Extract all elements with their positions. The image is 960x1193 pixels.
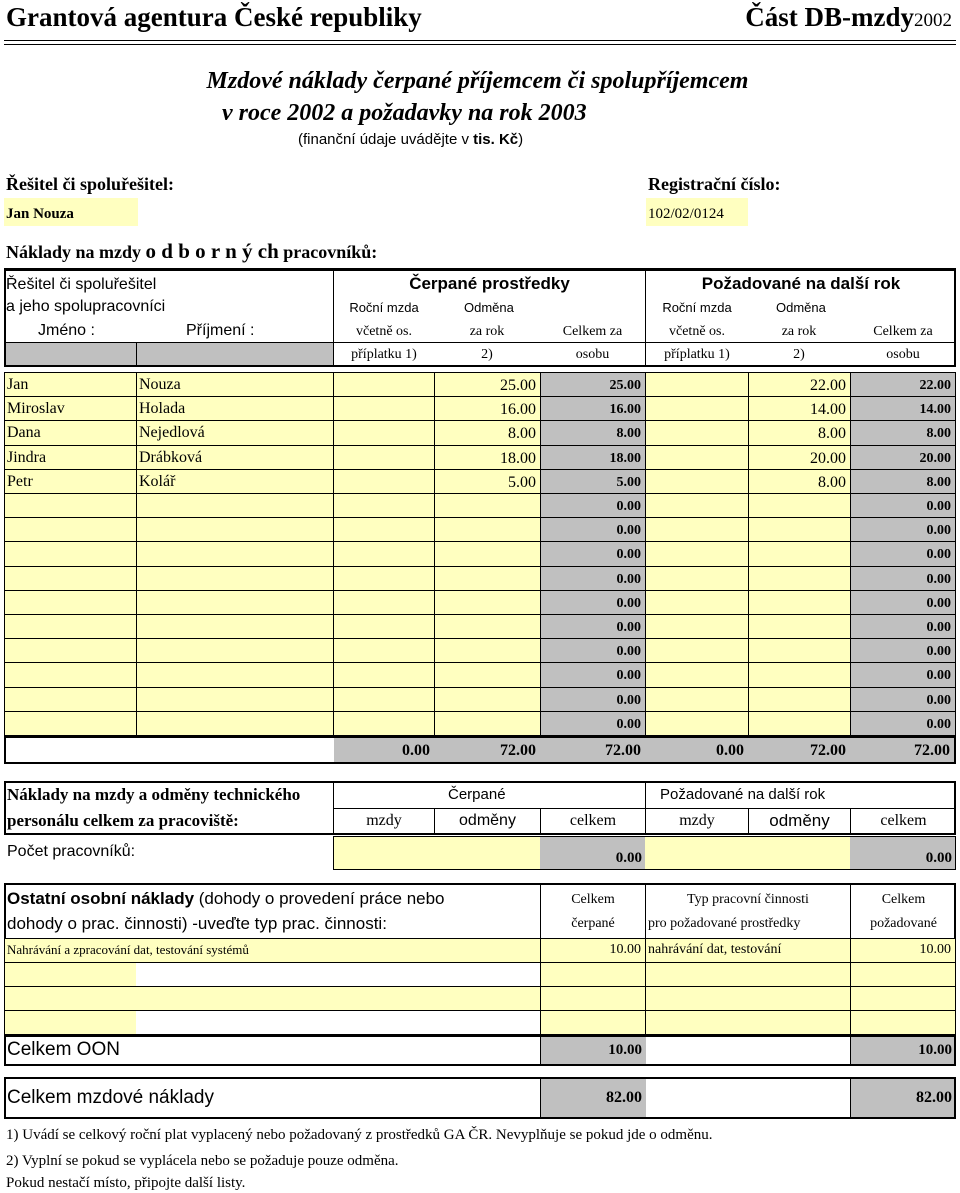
other-cost-type[interactable] [645, 962, 851, 987]
col-drawn-funds: Čerpané prostředky [409, 274, 570, 293]
staff-first-name[interactable] [4, 517, 137, 542]
registration-number: 102/02/0124 [648, 206, 724, 222]
staff-requested-total: 8.00 [850, 420, 956, 445]
staff-surname[interactable]: Nouza [136, 372, 334, 397]
col-bonus-requested: Odměna [776, 300, 826, 315]
staff-drawn-bonus[interactable] [434, 517, 541, 542]
staff-requested-total: 0.00 [850, 614, 956, 639]
other-cost-type[interactable]: nahrávání dat, testování [645, 938, 851, 963]
other-cost-description[interactable]: Nahrávání a zpracování dat, testování systémů [4, 938, 541, 963]
staff-total-r-bonus: 72.00 [810, 742, 846, 759]
staff-requested-bonus[interactable] [748, 662, 851, 687]
staff-drawn-total: 25.00 [540, 372, 646, 397]
staff-drawn-bonus[interactable] [434, 711, 541, 736]
staff-drawn-total: 16.00 [540, 396, 646, 421]
staff-requested-total: 14.00 [850, 396, 956, 421]
other-cost-requested[interactable] [850, 986, 956, 1011]
staff-surname[interactable] [136, 638, 334, 663]
col-bonus-drawn-2: za rok [469, 324, 505, 339]
form-title-line2: v roce 2002 a požadavky na rok 2003 [222, 100, 587, 126]
other-costs-heading-2: dohody o prac. činnosti) -uveďte typ prac. činnosti: [7, 914, 387, 933]
staff-drawn-total: 0.00 [540, 614, 646, 639]
col-total-drawn: Celkem za [562, 324, 623, 339]
staff-surname[interactable]: Kolář [136, 469, 334, 494]
staff-first-name[interactable]: Dana [4, 420, 137, 445]
staff-first-name[interactable] [4, 541, 137, 566]
technical-drawn: Čerpané [448, 786, 506, 803]
staff-drawn-total: 0.00 [540, 711, 646, 736]
col-bonus-drawn: Odměna [464, 300, 514, 315]
staff-first-name[interactable] [4, 662, 137, 687]
staff-requested-bonus[interactable] [748, 638, 851, 663]
staff-requested-bonus[interactable]: 8.00 [748, 469, 851, 494]
other-col-requested: požadované [870, 916, 937, 931]
staff-requested-bonus[interactable] [748, 541, 851, 566]
staff-drawn-bonus[interactable] [434, 614, 541, 639]
staff-requested-total: 20.00 [850, 445, 956, 470]
technical-total-drawn: celkem [569, 812, 617, 829]
staff-drawn-wage[interactable] [333, 638, 435, 663]
staff-requested-bonus[interactable] [748, 566, 851, 591]
staff-requested-wage[interactable] [645, 566, 749, 591]
staff-drawn-wage[interactable] [333, 396, 435, 421]
staff-requested-total: 8.00 [850, 469, 956, 494]
investigator-label: Řešitel či spoluřešitel: [6, 174, 174, 194]
staff-drawn-total: 8.00 [540, 420, 646, 445]
col-annual-wage-drawn-2: včetně os. [356, 324, 412, 339]
other-cost-description[interactable] [4, 1010, 541, 1035]
staff-surname[interactable] [136, 590, 334, 615]
staff-drawn-bonus[interactable] [434, 638, 541, 663]
staff-requested-bonus[interactable] [748, 711, 851, 736]
staff-surname[interactable]: Drábková [136, 445, 334, 470]
worker-count-drawn-total: 0.00 [615, 850, 642, 866]
name-header-divider [136, 343, 137, 365]
staff-first-name[interactable] [4, 638, 137, 663]
staff-drawn-bonus[interactable]: 16.00 [434, 396, 541, 421]
currency-note-pre: (finanční údaje uvádějte v [298, 131, 474, 148]
other-costs-heading [7, 889, 445, 909]
other-cost-type[interactable] [645, 986, 851, 1011]
staff-requested-wage[interactable] [645, 517, 749, 542]
staff-requested-bonus[interactable]: 14.00 [748, 396, 851, 421]
staff-requested-total: 0.00 [850, 566, 956, 591]
staff-requested-wage[interactable] [645, 638, 749, 663]
other-cost-drawn[interactable]: 10.00 [540, 938, 646, 963]
staff-total-d-bonus: 72.00 [500, 742, 536, 759]
col-total-requested: Celkem za [873, 324, 933, 339]
other-col-drawn: čerpané [571, 916, 615, 931]
staff-requested-wage[interactable] [645, 541, 749, 566]
col-bonus-requested-2: za rok [781, 324, 817, 339]
staff-requested-wage[interactable] [645, 469, 749, 494]
staff-requested-total: 0.00 [850, 662, 956, 687]
total-wage-costs-label: Celkem mzdové náklady [7, 1087, 214, 1108]
other-cost-drawn[interactable] [540, 1010, 646, 1035]
other-cost-type[interactable] [645, 1010, 851, 1035]
staff-drawn-total: 0.00 [540, 638, 646, 663]
staff-requested-bonus[interactable]: 22.00 [748, 372, 851, 397]
staff-drawn-wage[interactable] [333, 420, 435, 445]
oon-label: Celkem OON [7, 1039, 120, 1060]
staff-drawn-wage[interactable] [333, 687, 435, 712]
staff-drawn-wage[interactable] [333, 614, 435, 639]
staff-drawn-bonus[interactable] [434, 590, 541, 615]
staff-drawn-bonus[interactable]: 18.00 [434, 445, 541, 470]
worker-count-requested-bonus[interactable] [748, 836, 851, 870]
worker-count-requested-wages[interactable] [645, 836, 749, 870]
registration-label: Registrační číslo: [648, 174, 781, 194]
staff-first-name[interactable] [4, 566, 137, 591]
col-annual-wage-requested-2: včetně os. [669, 324, 725, 339]
staff-drawn-wage[interactable] [333, 541, 435, 566]
staff-first-name[interactable]: Jindra [4, 445, 137, 470]
staff-requested-bonus[interactable]: 8.00 [748, 420, 851, 445]
staff-requested-total: 0.00 [850, 638, 956, 663]
staff-requested-total: 0.00 [850, 517, 956, 542]
staff-surname[interactable] [136, 517, 334, 542]
staff-drawn-bonus[interactable]: 5.00 [434, 469, 541, 494]
staff-total-d-wage: 0.00 [402, 742, 430, 759]
oon-requested: 10.00 [918, 1042, 952, 1058]
staff-drawn-wage[interactable] [333, 711, 435, 736]
staff-requested-wage[interactable] [645, 614, 749, 639]
staff-drawn-wage[interactable] [333, 662, 435, 687]
col-annual-wage-requested: Roční mzda [662, 300, 732, 315]
col-total-drawn-2: osobu [575, 347, 610, 362]
oon-drawn: 10.00 [608, 1042, 642, 1058]
other-cost-drawn[interactable] [540, 986, 646, 1011]
staff-first-name[interactable] [4, 711, 137, 736]
staff-requested-bonus[interactable] [748, 493, 851, 518]
worker-count-drawn-bonus[interactable] [434, 836, 541, 870]
staff-surname[interactable] [136, 541, 334, 566]
staff-first-name[interactable] [4, 493, 137, 518]
staff-first-name[interactable] [4, 687, 137, 712]
staff-drawn-bonus[interactable] [434, 662, 541, 687]
professional-heading [6, 239, 377, 264]
staff-drawn-wage[interactable] [333, 566, 435, 591]
footnote-1: 1) Uvádí se celkový roční plat vyplacený nebo požadovaný z prostředků GA ČR. Nevyplňuje se pokud jde o odměnu. [6, 1127, 713, 1143]
form-part-label [745, 2, 952, 33]
col-annual-wage-requested-3: příplatku 1) [664, 347, 730, 362]
staff-requested-wage[interactable] [645, 396, 749, 421]
staff-requested-wage[interactable] [645, 493, 749, 518]
other-cost-description[interactable] [4, 986, 541, 1011]
oon-row-box [4, 1035, 956, 1066]
header-rule [4, 40, 956, 45]
staff-drawn-total: 0.00 [540, 541, 646, 566]
technical-wages-requested: mzdy [679, 812, 715, 829]
worker-count-requested-total: 0.00 [925, 850, 952, 866]
name-header-shade [6, 343, 334, 365]
technical-bonuses-requested: odměny [769, 811, 830, 830]
other-cost-requested[interactable] [850, 1010, 956, 1035]
staff-surname[interactable] [136, 687, 334, 712]
staff-drawn-bonus[interactable] [434, 541, 541, 566]
col-bonus-drawn-3: 2) [481, 347, 493, 362]
staff-surname[interactable] [136, 662, 334, 687]
currency-note-post: ) [518, 131, 524, 148]
agency-title: Grantová agentura České republiky [6, 2, 422, 32]
staff-requested-wage[interactable] [645, 687, 749, 712]
staff-requested-wage[interactable] [645, 662, 749, 687]
staff-requested-total: 0.00 [850, 711, 956, 736]
other-cost-requested[interactable] [850, 962, 956, 987]
investigator-name: Jan Nouza [6, 206, 74, 222]
staff-drawn-wage[interactable] [333, 590, 435, 615]
technical-requested: Požadované na další rok [660, 786, 826, 803]
staff-first-name[interactable]: Miroslav [4, 396, 137, 421]
col-total-requested-2: osobu [886, 347, 920, 362]
staff-surname[interactable] [136, 614, 334, 639]
staff-requested-bonus[interactable] [748, 517, 851, 542]
col-requested-funds: Požadované na další rok [701, 274, 901, 293]
staff-drawn-wage[interactable] [333, 517, 435, 542]
staff-requested-total: 0.00 [850, 687, 956, 712]
col-investigator-line2: a jeho spolupracovníci [6, 298, 166, 315]
currency-note-unit: tis. Kč [473, 131, 519, 148]
other-col-type-2: pro požadované prostředky [648, 916, 801, 931]
other-cost-drawn[interactable] [540, 962, 646, 987]
technical-heading-2: personálu celkem za pracoviště: [7, 811, 239, 830]
form-title-line1: Mzdové náklady čerpané příjemcem či spolupříjemcem [206, 68, 749, 94]
staff-first-name[interactable]: Petr [4, 469, 137, 494]
col-bonus-requested-3: 2) [793, 347, 805, 362]
technical-heading-1: Náklady na mzdy a odměny technického [7, 785, 301, 804]
staff-requested-wage[interactable] [645, 372, 749, 397]
other-col-total-drawn: Celkem [571, 892, 615, 907]
staff-requested-total: 0.00 [850, 590, 956, 615]
staff-drawn-total: 0.00 [540, 566, 646, 591]
professional-heading-pre: Náklady na mzdy [6, 242, 146, 262]
staff-requested-bonus[interactable] [748, 614, 851, 639]
staff-drawn-bonus[interactable]: 25.00 [434, 372, 541, 397]
col-investigator-line1: Řešitel či spoluřešitel [6, 276, 157, 293]
col-surname: Příjmení : [186, 322, 255, 339]
technical-total-requested: celkem [880, 812, 927, 829]
total-wage-costs-requested: 82.00 [916, 1089, 952, 1106]
other-col-type: Typ pracovní činnosti [687, 892, 809, 907]
staff-drawn-total: 18.00 [540, 445, 646, 470]
col-annual-wage-drawn-3: příplatku 1) [351, 347, 417, 362]
staff-surname[interactable]: Nejedlová [136, 420, 334, 445]
staff-drawn-total: 0.00 [540, 493, 646, 518]
staff-requested-wage[interactable] [645, 590, 749, 615]
staff-drawn-total: 0.00 [540, 687, 646, 712]
staff-first-name[interactable] [4, 590, 137, 615]
total-wage-costs-drawn: 82.00 [606, 1089, 642, 1106]
professional-heading-post: pracovníků: [278, 242, 378, 262]
footnote-2: 2) Vyplní se pokud se vyplácela nebo se požaduje pouze odměna. [6, 1153, 399, 1169]
staff-drawn-wage[interactable] [333, 469, 435, 494]
technical-wages-drawn: mzdy [366, 812, 402, 829]
other-col-total-requested: Celkem [881, 892, 926, 907]
staff-surname[interactable]: Holada [136, 396, 334, 421]
staff-drawn-wage[interactable] [333, 445, 435, 470]
staff-requested-wage[interactable] [645, 420, 749, 445]
staff-total-r-total: 72.00 [914, 742, 950, 759]
staff-drawn-total: 5.00 [540, 469, 646, 494]
form-part-year: 2002 [914, 10, 952, 31]
staff-total-d-total: 72.00 [605, 742, 641, 759]
staff-surname[interactable] [136, 711, 334, 736]
other-cost-requested[interactable]: 10.00 [850, 938, 956, 963]
staff-drawn-wage[interactable] [333, 372, 435, 397]
staff-drawn-total: 0.00 [540, 517, 646, 542]
worker-count-label: Počet pracovníků: [7, 843, 136, 860]
staff-requested-total: 22.00 [850, 372, 956, 397]
currency-note [298, 131, 523, 148]
staff-requested-total: 0.00 [850, 541, 956, 566]
col-first-name: Jméno : [38, 322, 95, 339]
staff-first-name[interactable]: Jan [4, 372, 137, 397]
staff-requested-bonus[interactable]: 20.00 [748, 445, 851, 470]
staff-drawn-wage[interactable] [333, 493, 435, 518]
other-costs-heading-bold: Ostatní osobní náklady [7, 889, 195, 908]
other-cost-description[interactable] [4, 962, 541, 987]
staff-drawn-total: 0.00 [540, 590, 646, 615]
staff-drawn-bonus[interactable] [434, 687, 541, 712]
staff-requested-bonus[interactable] [748, 687, 851, 712]
staff-first-name[interactable] [4, 614, 137, 639]
staff-requested-total: 0.00 [850, 493, 956, 518]
technical-bonuses-drawn: odměny [459, 812, 516, 829]
staff-drawn-bonus[interactable]: 8.00 [434, 420, 541, 445]
form-part-name: Část DB-mzdy [745, 2, 914, 32]
staff-drawn-total: 0.00 [540, 662, 646, 687]
staff-drawn-bonus[interactable] [434, 493, 541, 518]
col-annual-wage-drawn: Roční mzda [349, 300, 419, 315]
professional-heading-spaced: o d b o r n ý ch [145, 239, 279, 263]
other-costs-heading-rest: (dohody o provedení práce nebo [194, 889, 445, 908]
staff-requested-wage[interactable] [645, 711, 749, 736]
staff-requested-wage[interactable] [645, 445, 749, 470]
staff-surname[interactable] [136, 493, 334, 518]
staff-surname[interactable] [136, 566, 334, 591]
worker-count-drawn-wages[interactable] [333, 836, 435, 870]
staff-requested-bonus[interactable] [748, 590, 851, 615]
staff-drawn-bonus[interactable] [434, 566, 541, 591]
staff-total-r-wage: 0.00 [716, 742, 744, 759]
footnote-3: Pokud nestačí místo, připojte další listy. [6, 1175, 246, 1191]
